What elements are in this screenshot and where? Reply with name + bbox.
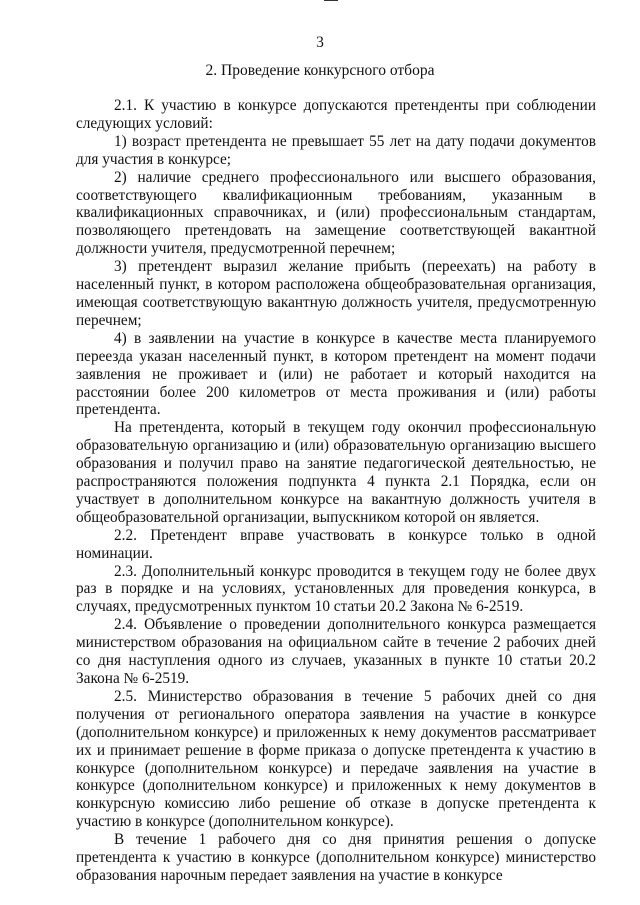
paragraph-2-5: 2.5. Министерство образования в течение 5 рабочих дней со дня получения от регионального оператора заявления на участие в конкурсе (дополнительном конкурсе) и приложенных к нему документов рассматривает их и принимает решение в форме приказа о допуске претендента к участию в конкурсе (дополнительном конкурсе) и передаче заявления на участие в конкурсе (дополнительном конкурсе) и приложенных к нему документов в конкурсную комиссию либо решение об отказе в допуске претендента к участию в конкурсе (дополнительном конкурсе). [76, 687, 596, 831]
paragraph-2-1: 2.1. К участию в конкурсе допускаются претенденты при соблюдении следующих условий: [76, 97, 596, 132]
paragraph-condition-4: 4) в заявлении на участие в конкурсе в качестве места планируемого переезда указан населенный пункт, в котором претендент на момент подачи заявления не проживает и (или) не работает и который находится на расстоянии более 200 километров от места проживания и (или) работы претендента. [76, 329, 596, 419]
paragraph-2-3: 2.3. Дополнительный конкурс проводится в текущем году не более двух раз в порядке и на условиях, установленных для проведения конкурса, в случаях, предусмотренных пунктом 10 статьи 20.2 Закона № 6-2519. [76, 562, 596, 616]
section-title: 2. Проведение конкурсного отбора [205, 62, 435, 79]
paragraph-condition-2: 2) наличие среднего профессионального или высшего образования, соответствующего квалификационным требованиям, указанным в квалификационных справочниках, и (или) профессиональным стандартам, позволяющего претендовать на замещение соответствующей вакантной должности учителя, предусмотренной перечнем; [76, 168, 596, 258]
paragraph-transfer: В течение 1 рабочего дня со дня принятия решения о допуске претендента к участию в конкурсе (дополнительном конкурсе) министерство образования нарочным передает заявления на участие в конкурсе [76, 831, 596, 884]
paragraph-2-2: 2.2. Претендент вправе участвовать в конкурсе только в одной номинации. [76, 526, 596, 562]
paragraph-condition-3: 3) претендент выразил желание прибыть (переехать) на работу в населенный пункт, в котором расположена общеобразовательная организация, имеющая соответствующую вакантную должность учителя, предусмотренную перечнем; [76, 258, 596, 329]
page-number: 3 [316, 34, 324, 51]
paragraph-2-4: 2.4. Объявление о проведении дополнительного конкурса размещается министерством образования на официальном сайте в течение 2 рабочих дней со дня наступления одного из случаев, указанных в пункте 10 статьи 20.2 Закона № 6-2519. [76, 616, 596, 687]
paragraph-condition-1: 1) возраст претендента не превышает 55 лет на дату подачи документов для участия в конкурсе; [76, 132, 596, 168]
body-text [76, 97, 596, 885]
paragraph-graduate-exception: На претендента, который в текущем году окончил профессиональную образовательную организацию и (или) образовательную организацию высшего образования и получил право на занятие педагогической деятельностью, не распространяются положения подпункта 4 пункта 2.1 Порядка, если он участвует в дополнительном конкурсе на вакантную должность учителя в общеобразовательной организации, выпускником которой он является. [76, 419, 596, 526]
top-edge-mark [324, 0, 338, 1]
